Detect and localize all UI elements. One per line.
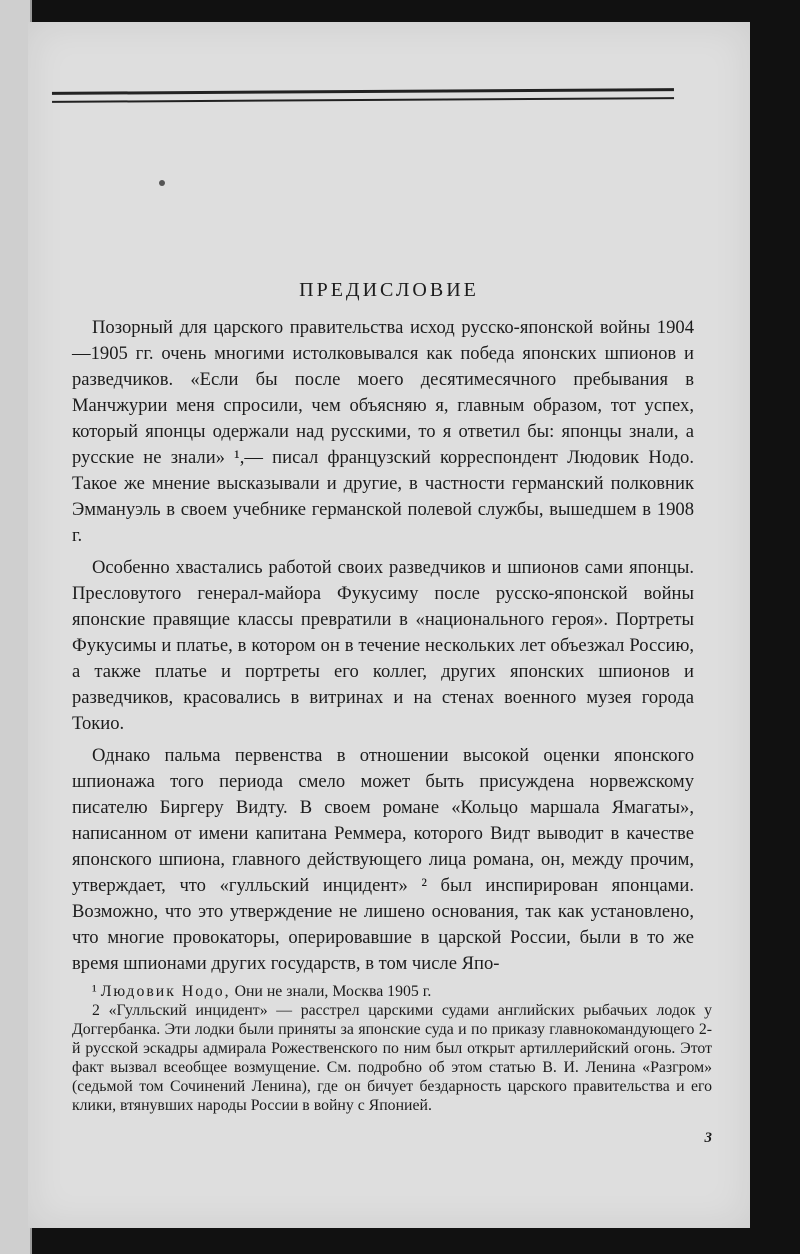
chapter-title: ПРЕДИСЛОВИЕ: [299, 279, 479, 302]
footnote-1: [72, 982, 712, 1001]
paragraph-1: Позорный для царского правительства исход русско-японской войны 1904—1905 гг. очень многими истолковывался как победа японских шпионов и разведчиков. «Если бы после моего десятимесячного пребывания в Манчжурии меня спросили, чем объясняю я, главным образом, тот успех, который японцы одержали над русскими, то я ответил бы: японцы знали, а русские не знали» ¹,— писал французский корреспондент Людовик Нодо. Такое же мнение высказывали и другие, в частности германский полковник Эммануэль в своем учебнике германской полевой службы, вышедшем в 1908 г.: [72, 317, 694, 546]
body-text: [72, 315, 694, 983]
footnotes: [72, 982, 712, 1115]
footnote-2: [72, 1001, 712, 1115]
paragraph-3: Однако пальма первенства в отношении высокой оценки японского шпионажа того периода смело может быть присуждена норвежскому писателю Биргеру Видту. В своем романе «Кольцо маршала Ямагаты», написанном от имени капитана Реммера, которого Видт выводит в качестве японского шпиона, главного действующего лица романа, он, между прочим, утверждает, что «гулльский инцидент» ² был инспирирован японцами. Возможно, что это утверждение не лишено основания, так как установлено, что многие провокаторы, оперировавшие в царской России, были в то же время шпионами других государств, в том числе Япо-: [72, 745, 694, 974]
paragraph-2: Особенно хвастались работой своих разведчиков и шпионов сами японцы. Пресловутого генерал-майора Фукусиму после русско-японской войны японские правящие классы превратили в «национального героя». Портреты Фукусимы и платье, в котором он в течение нескольких лет объезжал Россию, а также платье и портреты его коллег, других японских шпионов и разведчиков, красовались в витринах и на стенах военного музея города Токио.: [72, 557, 694, 734]
print-speck: [159, 180, 165, 186]
footnote-2-text: «Гулльский инцидент» — расстрел царскими судами английских рыбачьих лодок у Доггербанка. Эти лодки были приняты за японские суда и по приказу главнокомандующего 2-й русской эскадры адмирала Рожественского по ним был открыт артиллерийский огонь. Этот факт вызвал всеобщее возмущение. См. подробно об этом статью В. И. Ленина «Разгром» (седьмой том Сочинений Ленина), где он бичует бездарность царского правительства и его клики, втянувших народы России в войну с Японией.: [72, 1002, 713, 1114]
footnote-1-author: Людовик Нодо,: [100, 983, 231, 1000]
footnote-2-marker: 2: [92, 1002, 100, 1019]
header-double-rule: [52, 88, 674, 103]
book-page: [28, 22, 750, 1228]
page-number: 3: [704, 1130, 712, 1146]
footnote-1-text: Они не знали, Москва 1905 г.: [230, 983, 432, 1000]
footnote-1-marker: ¹: [92, 983, 97, 1000]
